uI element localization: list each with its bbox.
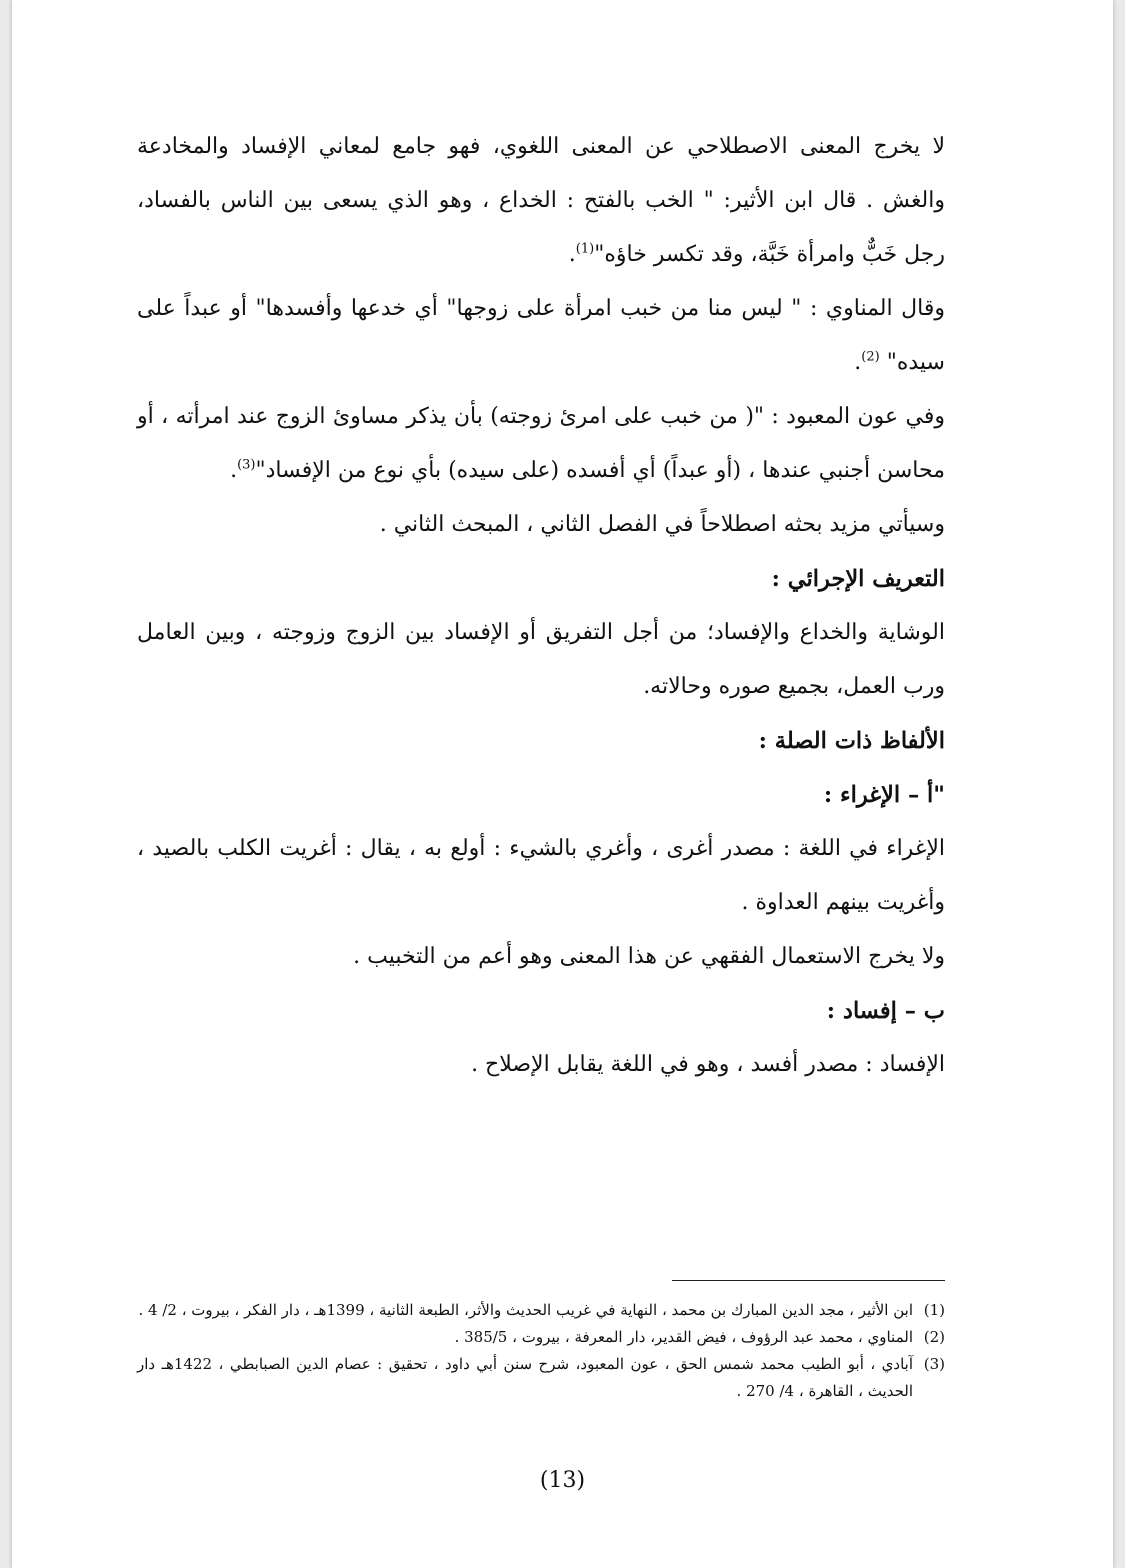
- page-number: (13): [539, 1468, 586, 1493]
- document-page: [12, 0, 1113, 1568]
- footnote-number: (2): [923, 1328, 945, 1346]
- footnote-text: المناوي ، محمد عبد الرؤوف ، فيض القدير، دار المعرفة ، بيروت ، 385/5 .: [454, 1328, 913, 1346]
- paragraph-definition: لا يخرج المعنى الاصطلاحي عن المعنى اللغوي، فهو جامع لمعاني الإفساد والمخادعة والغش . قال ابن الأثير: " الخب بالفتح : الخداع ، وهو الذي يسعى بين الناس بالفساد، رجل خَبٌّ وامرأة خَبَّة، وقد تكسر خاؤه"$^{(1)}$.: [137, 134, 945, 267]
- footnotes: [137, 1297, 945, 1405]
- footnote-ref-1: (1): [575, 241, 595, 257]
- footnote-number: (1): [923, 1301, 945, 1319]
- paragraph-munawi: وقال المناوي : " ليس منا من خبب امرأة على زوجها" أي خدعها وأفسدها" أو عبداً على سيده" $^{(2)}$.: [137, 296, 945, 375]
- body-text: [137, 120, 945, 1092]
- footnote-2: [137, 1324, 945, 1351]
- paragraph-further-study: وسيأتي مزيد بحثه اصطلاحاً في الفصل الثاني ، المبحث الثاني .: [379, 512, 945, 537]
- paragraph-ighraa-language: الإغراء في اللغة : مصدر أغرى ، وأغري بالشيء : أولع به ، يقال : أغريت الكلب بالصيد ، وأغريت بينهم العداوة .: [137, 836, 945, 915]
- footnote-3: [137, 1351, 945, 1405]
- footnote-1: [137, 1297, 945, 1324]
- heading-procedural-definition: التعريف الإجرائي :: [771, 566, 945, 592]
- heading-ighraa: "أ – الإغراء :: [823, 782, 945, 808]
- heading-related-terms: الألفاظ ذات الصلة :: [758, 728, 945, 754]
- paragraph-procedural-definition: الوشاية والخداع والإفساد؛ من أجل التفريق أو الإفساد بين الزوج وزوجته ، وبين العامل ورب العمل، بجميع صوره وحالاته.: [137, 620, 945, 699]
- paragraph-awn-almabud: وفي عون المعبود : "( من خبب على امرئ زوجته) بأن يذكر مساوئ الزوج عند امرأته ، أو محاسن أجنبي عندها ، (أو عبداً) أي أفسده (على سيده) بأي نوع من الإفساد"$^{(3)}$.: [137, 404, 945, 483]
- footnote-ref-2: (2): [861, 349, 880, 365]
- paragraph-ighraa-fiqh: ولا يخرج الاستعمال الفقهي عن هذا المعنى وهو أعم من التخبيب .: [353, 944, 945, 969]
- footnote-text: آبادي ، أبو الطيب محمد شمس الحق ، عون المعبود، شرح سنن أبي داود ، تحقيق : عصام الدين الصبابطي ، 1422هـ دار الحديث ، القاهرة ، 4/ 270 .: [137, 1355, 914, 1400]
- heading-ifsad: ب – إفساد :: [826, 998, 945, 1024]
- paragraph-ifsad: الإفساد : مصدر أفسد ، وهو في اللغة يقابل الإصلاح .: [471, 1052, 945, 1077]
- footnote-number: (3): [923, 1355, 945, 1373]
- footnote-separator: [672, 1280, 945, 1281]
- footnote-text: ابن الأثير ، مجد الدين المبارك بن محمد ، النهاية في غريب الحديث والأثر، الطبعة الثانية ، 1399هـ ، دار الفكر ، بيروت ، 2/ 4 .: [138, 1301, 913, 1319]
- footnote-ref-3: (3): [237, 457, 256, 473]
